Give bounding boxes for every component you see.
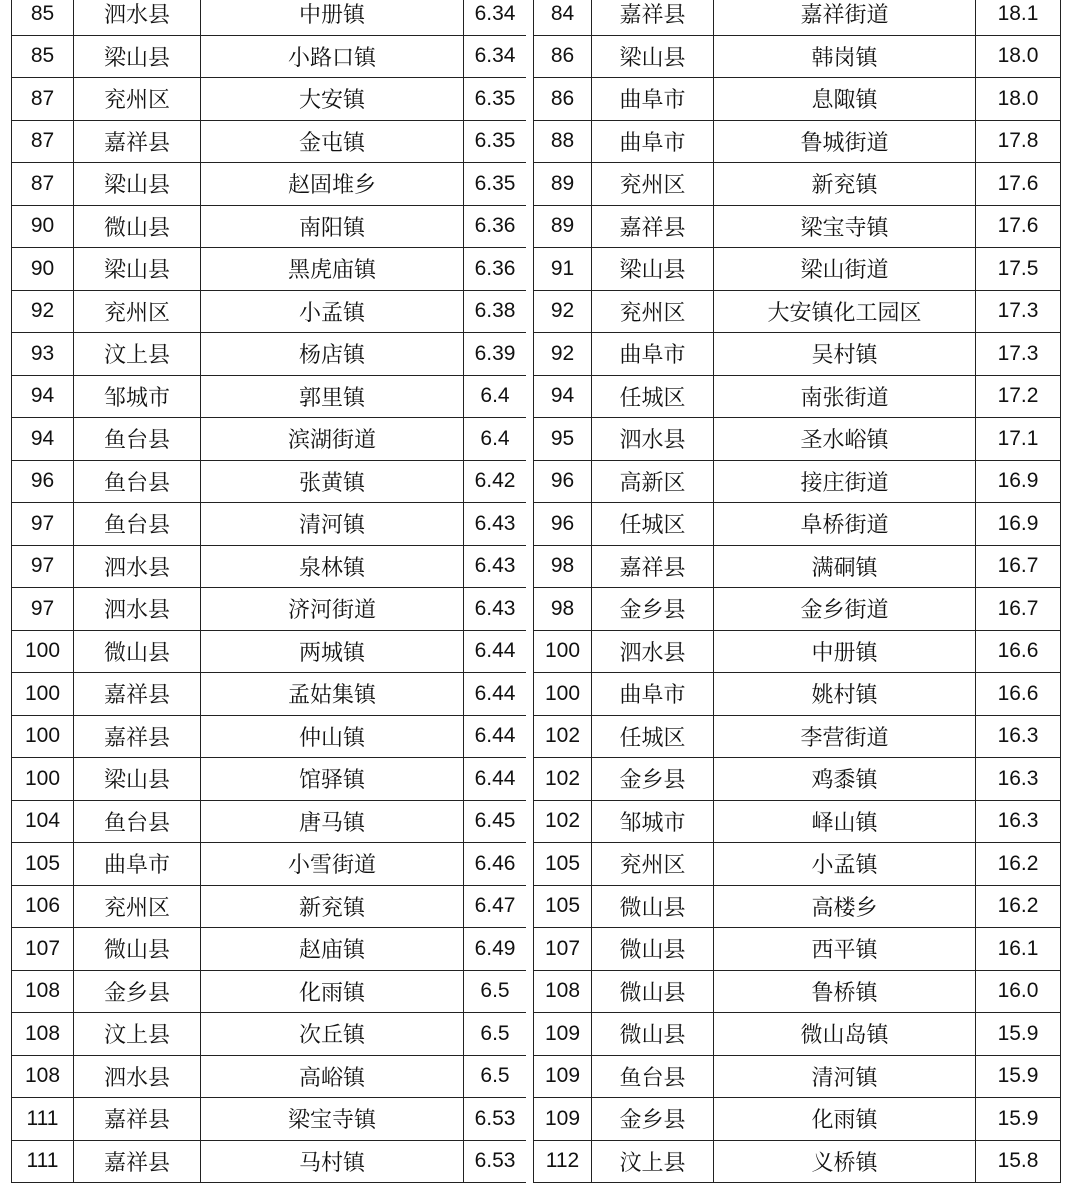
- rank-cell: 100: [534, 673, 592, 716]
- rank-cell: 107: [12, 928, 74, 971]
- town-cell: 西平镇: [714, 928, 976, 971]
- value-cell: 6.36: [464, 248, 527, 291]
- value-cell: 6.42: [464, 460, 527, 503]
- county-cell: 兖州区: [592, 843, 714, 886]
- value-cell: 15.9: [976, 1055, 1061, 1098]
- left-table-row: [12, 758, 527, 801]
- town-cell: 郭里镇: [201, 375, 464, 418]
- value-cell: 15.8: [976, 1140, 1061, 1183]
- town-cell: 马村镇: [201, 1140, 464, 1183]
- county-cell: 金乡县: [592, 588, 714, 631]
- rank-cell: 102: [534, 758, 592, 801]
- rank-cell: 97: [12, 503, 74, 546]
- value-cell: 6.44: [464, 758, 527, 801]
- left-table-row: [12, 588, 527, 631]
- rank-cell: 108: [534, 970, 592, 1013]
- rank-cell: 96: [12, 460, 74, 503]
- value-cell: 6.5: [464, 970, 527, 1013]
- town-cell: 鲁城街道: [714, 120, 976, 163]
- value-cell: 6.46: [464, 843, 527, 886]
- county-cell: 曲阜市: [592, 333, 714, 376]
- rank-cell: 89: [534, 205, 592, 248]
- rank-cell: 111: [12, 1098, 74, 1141]
- left-table-row: [12, 503, 527, 546]
- county-cell: 梁山县: [74, 758, 201, 801]
- county-cell: 梁山县: [592, 35, 714, 78]
- rank-cell: 106: [12, 885, 74, 928]
- county-cell: 嘉祥县: [74, 1140, 201, 1183]
- value-cell: 6.44: [464, 715, 527, 758]
- right-table-row: [534, 290, 1061, 333]
- county-cell: 泗水县: [74, 545, 201, 588]
- value-cell: 16.9: [976, 460, 1061, 503]
- town-cell: 息陬镇: [714, 78, 976, 121]
- value-cell: 17.3: [976, 290, 1061, 333]
- left-table-row: [12, 800, 527, 843]
- town-cell: 小孟镇: [714, 843, 976, 886]
- right-table-row: [534, 1055, 1061, 1098]
- town-cell: 馆驿镇: [201, 758, 464, 801]
- county-cell: 任城区: [592, 503, 714, 546]
- county-cell: 鱼台县: [74, 418, 201, 461]
- left-table-row: [12, 205, 527, 248]
- rank-cell: 86: [534, 35, 592, 78]
- county-cell: 微山县: [74, 205, 201, 248]
- value-cell: 17.5: [976, 248, 1061, 291]
- value-cell: 17.1: [976, 418, 1061, 461]
- value-cell: 16.7: [976, 545, 1061, 588]
- county-cell: 曲阜市: [592, 120, 714, 163]
- value-cell: 15.9: [976, 1098, 1061, 1141]
- right-table-row: [534, 885, 1061, 928]
- rank-cell: 109: [534, 1013, 592, 1056]
- right-table-row: [534, 375, 1061, 418]
- town-cell: 两城镇: [201, 630, 464, 673]
- rank-cell: 100: [12, 715, 74, 758]
- left-table-row: [12, 35, 527, 78]
- town-cell: 清河镇: [201, 503, 464, 546]
- county-cell: 邹城市: [592, 800, 714, 843]
- county-cell: 嘉祥县: [592, 205, 714, 248]
- value-cell: 16.3: [976, 758, 1061, 801]
- rank-cell: 102: [534, 800, 592, 843]
- value-cell: 16.1: [976, 928, 1061, 971]
- county-cell: 嘉祥县: [592, 0, 714, 35]
- county-cell: 鱼台县: [592, 1055, 714, 1098]
- value-cell: 6.44: [464, 673, 527, 716]
- county-cell: 泗水县: [74, 1055, 201, 1098]
- left-table-row: [12, 248, 527, 291]
- left-table-body: [12, 0, 527, 1183]
- town-cell: 接庄街道: [714, 460, 976, 503]
- value-cell: 6.45: [464, 800, 527, 843]
- rank-cell: 92: [534, 333, 592, 376]
- left-table-row: [12, 885, 527, 928]
- right-table-row: [534, 970, 1061, 1013]
- right-table-row: [534, 1013, 1061, 1056]
- county-cell: 梁山县: [74, 163, 201, 206]
- rank-cell: 102: [534, 715, 592, 758]
- value-cell: 17.3: [976, 333, 1061, 376]
- right-table-row: [534, 843, 1061, 886]
- town-cell: 新兖镇: [201, 885, 464, 928]
- left-table-row: [12, 928, 527, 971]
- left-table-row: [12, 333, 527, 376]
- right-table-row: [534, 163, 1061, 206]
- left-table-row: [12, 163, 527, 206]
- value-cell: 6.43: [464, 588, 527, 631]
- county-cell: 兖州区: [74, 290, 201, 333]
- town-cell: 义桥镇: [714, 1140, 976, 1183]
- town-cell: 化雨镇: [714, 1098, 976, 1141]
- county-cell: 曲阜市: [592, 673, 714, 716]
- rank-cell: 100: [12, 630, 74, 673]
- rank-cell: 90: [12, 248, 74, 291]
- county-cell: 微山县: [74, 928, 201, 971]
- value-cell: 6.4: [464, 375, 527, 418]
- right-table-row: [534, 503, 1061, 546]
- right-table-row: [534, 800, 1061, 843]
- town-cell: 中册镇: [201, 0, 464, 35]
- left-table-row: [12, 545, 527, 588]
- left-table-row: [12, 1140, 527, 1183]
- value-cell: 16.2: [976, 843, 1061, 886]
- county-cell: 汶上县: [592, 1140, 714, 1183]
- rank-cell: 96: [534, 503, 592, 546]
- rank-cell: 111: [12, 1140, 74, 1183]
- value-cell: 6.35: [464, 163, 527, 206]
- value-cell: 6.36: [464, 205, 527, 248]
- value-cell: 17.6: [976, 163, 1061, 206]
- county-cell: 微山县: [592, 928, 714, 971]
- town-cell: 南阳镇: [201, 205, 464, 248]
- left-table-row: [12, 0, 527, 35]
- value-cell: 16.9: [976, 503, 1061, 546]
- town-cell: 中册镇: [714, 630, 976, 673]
- value-cell: 17.2: [976, 375, 1061, 418]
- right-table-row: [534, 205, 1061, 248]
- left-table-row: [12, 970, 527, 1013]
- town-cell: 满硐镇: [714, 545, 976, 588]
- rank-cell: 100: [534, 630, 592, 673]
- value-cell: 17.6: [976, 205, 1061, 248]
- town-cell: 阜桥街道: [714, 503, 976, 546]
- rank-cell: 100: [12, 673, 74, 716]
- town-cell: 金乡街道: [714, 588, 976, 631]
- county-cell: 鱼台县: [74, 503, 201, 546]
- county-cell: 泗水县: [592, 630, 714, 673]
- value-cell: 6.34: [464, 35, 527, 78]
- rank-cell: 105: [534, 885, 592, 928]
- left-ranking-table: [11, 0, 527, 1183]
- value-cell: 6.4: [464, 418, 527, 461]
- town-cell: 张黄镇: [201, 460, 464, 503]
- value-cell: 6.53: [464, 1098, 527, 1141]
- right-table-row: [534, 588, 1061, 631]
- left-table-row: [12, 1055, 527, 1098]
- town-cell: 鸡黍镇: [714, 758, 976, 801]
- right-table-body: [534, 0, 1061, 1183]
- left-table-row: [12, 120, 527, 163]
- value-cell: 6.43: [464, 545, 527, 588]
- town-cell: 黑虎庙镇: [201, 248, 464, 291]
- rank-cell: 94: [534, 375, 592, 418]
- county-cell: 金乡县: [74, 970, 201, 1013]
- left-table-row: [12, 1013, 527, 1056]
- county-cell: 兖州区: [74, 78, 201, 121]
- rank-cell: 93: [12, 333, 74, 376]
- county-cell: 泗水县: [74, 588, 201, 631]
- right-table-row: [534, 673, 1061, 716]
- value-cell: 16.7: [976, 588, 1061, 631]
- county-cell: 邹城市: [74, 375, 201, 418]
- value-cell: 16.6: [976, 673, 1061, 716]
- county-cell: 金乡县: [592, 758, 714, 801]
- rank-cell: 87: [12, 120, 74, 163]
- town-cell: 新兖镇: [714, 163, 976, 206]
- town-cell: 韩岗镇: [714, 35, 976, 78]
- county-cell: 嘉祥县: [74, 120, 201, 163]
- rank-cell: 108: [12, 970, 74, 1013]
- county-cell: 鱼台县: [74, 460, 201, 503]
- value-cell: 6.49: [464, 928, 527, 971]
- value-cell: 6.39: [464, 333, 527, 376]
- county-cell: 梁山县: [592, 248, 714, 291]
- left-table-row: [12, 630, 527, 673]
- rank-cell: 92: [534, 290, 592, 333]
- town-cell: 赵庙镇: [201, 928, 464, 971]
- town-cell: 杨店镇: [201, 333, 464, 376]
- town-cell: 李营街道: [714, 715, 976, 758]
- rank-cell: 98: [534, 545, 592, 588]
- rank-cell: 88: [534, 120, 592, 163]
- town-cell: 金屯镇: [201, 120, 464, 163]
- county-cell: 微山县: [74, 630, 201, 673]
- value-cell: 6.34: [464, 0, 527, 35]
- left-table-row: [12, 418, 527, 461]
- county-cell: 兖州区: [592, 290, 714, 333]
- right-table-row: [534, 120, 1061, 163]
- town-cell: 大安镇化工园区: [714, 290, 976, 333]
- right-table-row: [534, 35, 1061, 78]
- right-table-row: [534, 333, 1061, 376]
- county-cell: 嘉祥县: [74, 1098, 201, 1141]
- county-cell: 兖州区: [592, 163, 714, 206]
- value-cell: 16.6: [976, 630, 1061, 673]
- rank-cell: 87: [12, 78, 74, 121]
- right-table-row: [534, 928, 1061, 971]
- town-cell: 赵固堆乡: [201, 163, 464, 206]
- town-cell: 梁山街道: [714, 248, 976, 291]
- rank-cell: 91: [534, 248, 592, 291]
- value-cell: 6.38: [464, 290, 527, 333]
- town-cell: 吴村镇: [714, 333, 976, 376]
- right-ranking-table: [533, 0, 1061, 1183]
- rank-cell: 89: [534, 163, 592, 206]
- right-table-row: [534, 1140, 1061, 1183]
- county-cell: 汶上县: [74, 333, 201, 376]
- right-table-row: [534, 78, 1061, 121]
- rank-cell: 84: [534, 0, 592, 35]
- county-cell: 梁山县: [74, 35, 201, 78]
- value-cell: 15.9: [976, 1013, 1061, 1056]
- value-cell: 6.5: [464, 1013, 527, 1056]
- rank-cell: 100: [12, 758, 74, 801]
- county-cell: 微山县: [592, 885, 714, 928]
- right-table-row: [534, 545, 1061, 588]
- town-cell: 梁宝寺镇: [714, 205, 976, 248]
- town-cell: 微山岛镇: [714, 1013, 976, 1056]
- value-cell: 16.3: [976, 800, 1061, 843]
- value-cell: 6.35: [464, 78, 527, 121]
- county-cell: 任城区: [592, 375, 714, 418]
- rank-cell: 97: [12, 545, 74, 588]
- rank-cell: 109: [534, 1055, 592, 1098]
- right-table-row: [534, 460, 1061, 503]
- town-cell: 滨湖街道: [201, 418, 464, 461]
- town-cell: 姚村镇: [714, 673, 976, 716]
- town-cell: 圣水峪镇: [714, 418, 976, 461]
- county-cell: 嘉祥县: [74, 673, 201, 716]
- county-cell: 嘉祥县: [74, 715, 201, 758]
- value-cell: 17.8: [976, 120, 1061, 163]
- rank-cell: 105: [12, 843, 74, 886]
- town-cell: 济河街道: [201, 588, 464, 631]
- value-cell: 6.47: [464, 885, 527, 928]
- rank-cell: 105: [534, 843, 592, 886]
- county-cell: 金乡县: [592, 1098, 714, 1141]
- town-cell: 鲁桥镇: [714, 970, 976, 1013]
- town-cell: 大安镇: [201, 78, 464, 121]
- county-cell: 曲阜市: [592, 78, 714, 121]
- left-table-row: [12, 290, 527, 333]
- rank-cell: 85: [12, 35, 74, 78]
- town-cell: 嘉祥街道: [714, 0, 976, 35]
- value-cell: 6.5: [464, 1055, 527, 1098]
- right-table-row: [534, 248, 1061, 291]
- rank-cell: 104: [12, 800, 74, 843]
- county-cell: 嘉祥县: [592, 545, 714, 588]
- town-cell: 次丘镇: [201, 1013, 464, 1056]
- right-table-row: [534, 1098, 1061, 1141]
- rank-cell: 109: [534, 1098, 592, 1141]
- rank-cell: 108: [12, 1055, 74, 1098]
- county-cell: 鱼台县: [74, 800, 201, 843]
- rank-cell: 95: [534, 418, 592, 461]
- county-cell: 泗水县: [592, 418, 714, 461]
- left-table-row: [12, 78, 527, 121]
- left-table-row: [12, 460, 527, 503]
- county-cell: 微山县: [592, 1013, 714, 1056]
- county-cell: 兖州区: [74, 885, 201, 928]
- right-table-row: [534, 715, 1061, 758]
- rank-cell: 87: [12, 163, 74, 206]
- rank-cell: 108: [12, 1013, 74, 1056]
- rank-cell: 98: [534, 588, 592, 631]
- town-cell: 唐马镇: [201, 800, 464, 843]
- value-cell: 6.43: [464, 503, 527, 546]
- rank-cell: 86: [534, 78, 592, 121]
- rank-cell: 97: [12, 588, 74, 631]
- right-table-row: [534, 0, 1061, 35]
- rank-cell: 112: [534, 1140, 592, 1183]
- left-table-row: [12, 715, 527, 758]
- county-cell: 泗水县: [74, 0, 201, 35]
- rank-cell: 107: [534, 928, 592, 971]
- town-cell: 清河镇: [714, 1055, 976, 1098]
- left-table-row: [12, 375, 527, 418]
- value-cell: 6.44: [464, 630, 527, 673]
- town-cell: 小路口镇: [201, 35, 464, 78]
- county-cell: 梁山县: [74, 248, 201, 291]
- value-cell: 16.2: [976, 885, 1061, 928]
- town-cell: 孟姑集镇: [201, 673, 464, 716]
- county-cell: 汶上县: [74, 1013, 201, 1056]
- rank-cell: 94: [12, 375, 74, 418]
- town-cell: 小雪街道: [201, 843, 464, 886]
- value-cell: 18.0: [976, 35, 1061, 78]
- right-table-row: [534, 630, 1061, 673]
- left-table-row: [12, 843, 527, 886]
- value-cell: 16.0: [976, 970, 1061, 1013]
- value-cell: 16.3: [976, 715, 1061, 758]
- table-gap: [526, 0, 533, 1186]
- right-table-row: [534, 418, 1061, 461]
- county-cell: 任城区: [592, 715, 714, 758]
- value-cell: 18.0: [976, 78, 1061, 121]
- right-table-row: [534, 758, 1061, 801]
- rank-cell: 96: [534, 460, 592, 503]
- town-cell: 化雨镇: [201, 970, 464, 1013]
- value-cell: 6.35: [464, 120, 527, 163]
- town-cell: 高峪镇: [201, 1055, 464, 1098]
- town-cell: 泉林镇: [201, 545, 464, 588]
- value-cell: 6.53: [464, 1140, 527, 1183]
- rank-cell: 92: [12, 290, 74, 333]
- town-cell: 小孟镇: [201, 290, 464, 333]
- left-table-row: [12, 673, 527, 716]
- county-cell: 曲阜市: [74, 843, 201, 886]
- value-cell: 18.1: [976, 0, 1061, 35]
- town-cell: 梁宝寺镇: [201, 1098, 464, 1141]
- town-cell: 南张街道: [714, 375, 976, 418]
- rank-cell: 94: [12, 418, 74, 461]
- town-cell: 高楼乡: [714, 885, 976, 928]
- rank-cell: 90: [12, 205, 74, 248]
- rank-cell: 85: [12, 0, 74, 35]
- county-cell: 微山县: [592, 970, 714, 1013]
- county-cell: 高新区: [592, 460, 714, 503]
- left-table-row: [12, 1098, 527, 1141]
- town-cell: 仲山镇: [201, 715, 464, 758]
- town-cell: 峄山镇: [714, 800, 976, 843]
